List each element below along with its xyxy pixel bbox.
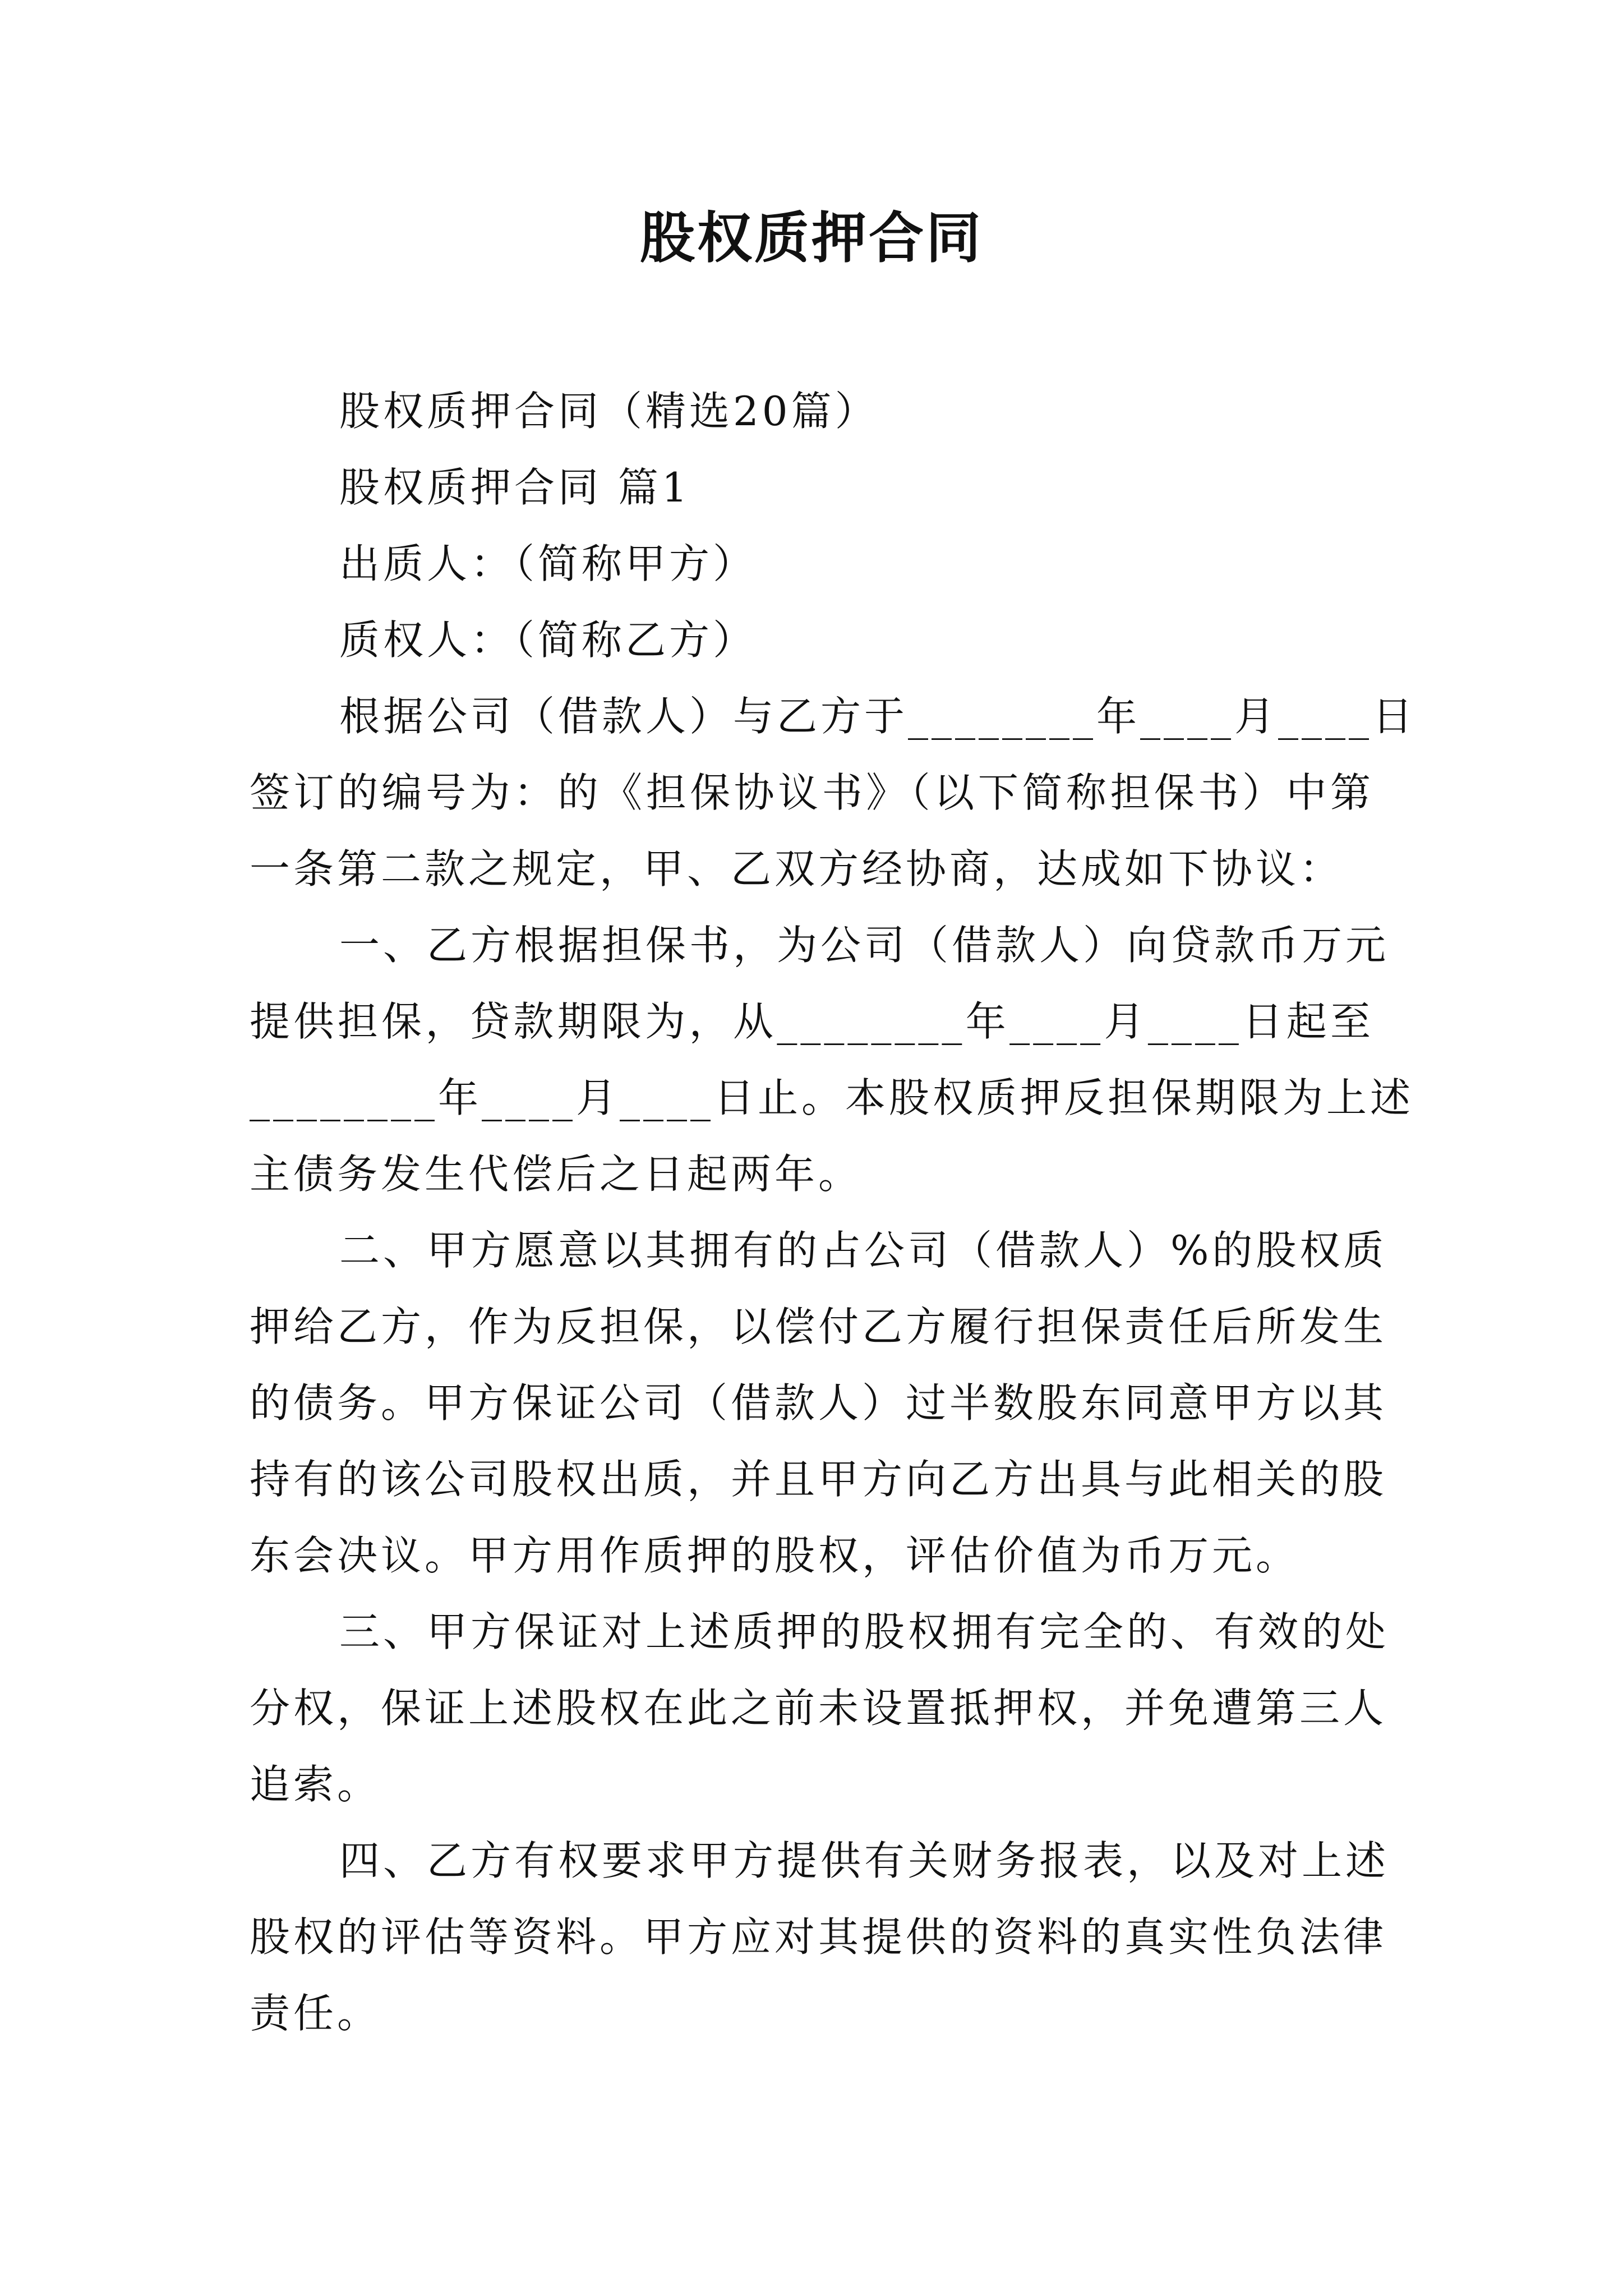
clause-4-paragraph bbox=[250, 1823, 1390, 2051]
document-body bbox=[250, 373, 1417, 2051]
text-line: 签订的编号为：的《担保协议书》（以下简称担保书）中第 bbox=[250, 769, 1374, 816]
pledgee-line: 质权人：（简称乙方） bbox=[339, 616, 757, 664]
document-title: 股权质押合同 bbox=[639, 206, 983, 270]
text-line: 一条第二款之规定，甲、乙双方经协商，达成如下协议： bbox=[250, 845, 1344, 892]
text-line: ________年____月____日止。本股权质押反担保期限为上述 bbox=[250, 1074, 1414, 1121]
text-line: 一、乙方根据担保书，为公司（借款人）向贷款币万元 bbox=[339, 922, 1390, 969]
text-line: 的债务。甲方保证公司（借款人）过半数股东同意甲方以其 bbox=[250, 1379, 1387, 1427]
intro-paragraph bbox=[250, 678, 1417, 907]
text-line: 持有的该公司股权出质，并且甲方向乙方出具与此相关的股 bbox=[250, 1456, 1387, 1503]
text-line: 押给乙方，作为反担保，以偿付乙方履行担保责任后所发生 bbox=[250, 1303, 1387, 1350]
text-line: 三、甲方保证对上述质押的股权拥有完全的、有效的处 bbox=[339, 1608, 1390, 1655]
text-line: 二、甲方愿意以其拥有的占公司（借款人）%的股权质 bbox=[339, 1227, 1387, 1274]
text-line: 股权的评估等资料。甲方应对其提供的资料的真实性负法律 bbox=[250, 1913, 1387, 1961]
text-line: 责任。 bbox=[250, 1990, 381, 2037]
clause-1-paragraph bbox=[250, 907, 1414, 1212]
text-line: 分权，保证上述股权在此之前未设置抵押权，并免遭第三人 bbox=[250, 1685, 1387, 1732]
text-line: 提供担保，贷款期限为，从________年____月____日起至 bbox=[250, 998, 1374, 1045]
clause-3-paragraph bbox=[250, 1594, 1390, 1823]
pledgor-line: 出质人：（简称甲方） bbox=[339, 540, 757, 587]
subtitle-line: 股权质押合同（精选20篇） bbox=[339, 388, 879, 435]
section-heading: 股权质押合同 篇1 bbox=[339, 464, 691, 511]
text-line: 东会决议。甲方用作质押的股权，评估价值为币万元。 bbox=[250, 1532, 1300, 1579]
text-line: 主债务发生代偿后之日起两年。 bbox=[250, 1151, 863, 1198]
text-line: 四、乙方有权要求甲方提供有关财务报表，以及对上述 bbox=[339, 1837, 1390, 1884]
text-line: 根据公司（借款人）与乙方于________年____月____日 bbox=[339, 693, 1417, 740]
text-line: 追索。 bbox=[250, 1761, 381, 1808]
clause-2-paragraph bbox=[250, 1212, 1387, 1594]
